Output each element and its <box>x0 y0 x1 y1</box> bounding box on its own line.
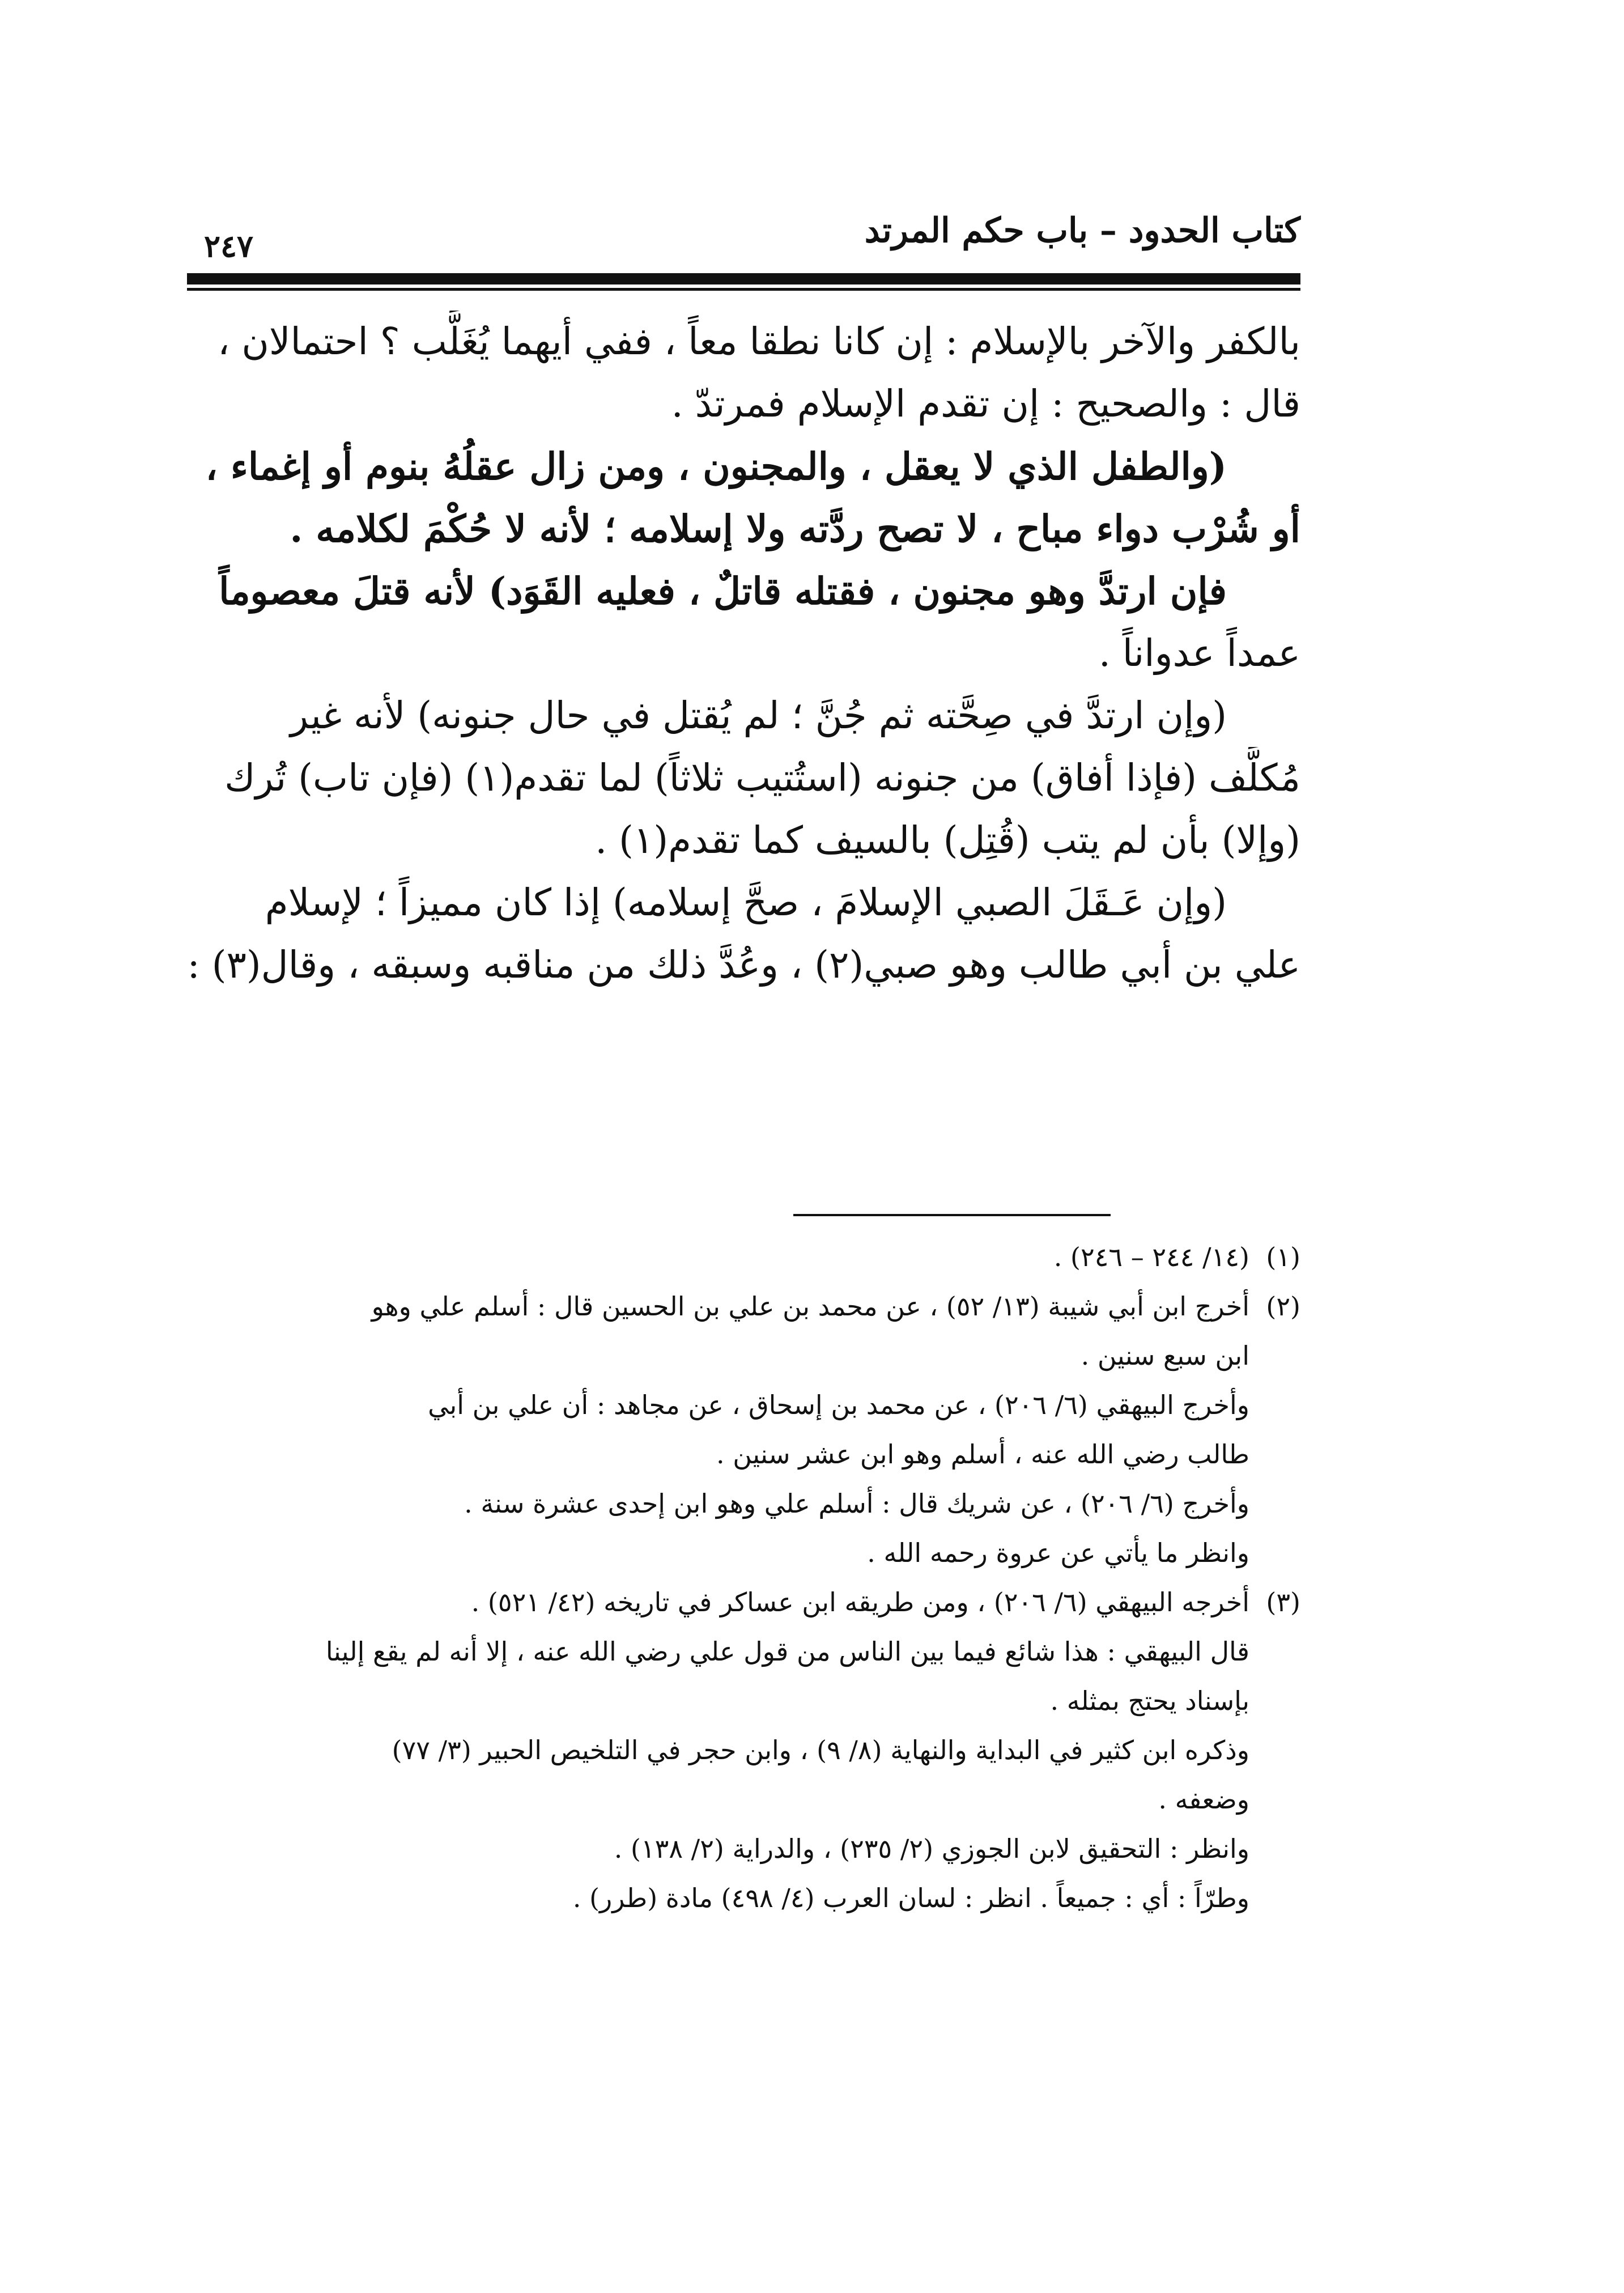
running-title: كتاب الحدود – باب حكم المرتد <box>864 211 1300 250</box>
footnote-line: وأخرج (٦/ ٢٠٦) ، عن شريك قال : أسلم علي وهو ابن إحدى عشرة سنة . <box>464 1488 1249 1519</box>
footnote-number: (٣) <box>1266 1587 1300 1617</box>
footnote-line: طالب رضي الله عنه ، أسلم وهو ابن عشر سنين . <box>716 1439 1249 1470</box>
footnote-line: وضعفه . <box>1158 1784 1249 1815</box>
text-line: (والطفل الذي لا يعقل ، والمجنون ، ومن زال عقلُهُ بنوم أو إغماء ، <box>205 444 1227 489</box>
footnote-text: أخرج ابن أبي شيبة (١٣/ ٥٢) ، عن محمد بن علي بن الحسين قال : أسلم علي وهو <box>371 1291 1249 1322</box>
text-line: (وإن ارتدَّ في صِحَّته ثم جُنَّ ؛ لم يُقتل في حال جنونه) لأنه غير <box>290 694 1227 737</box>
footnote-separator <box>793 1214 1111 1216</box>
text-line: عمداً عدواناً . <box>1098 631 1300 675</box>
text-line: علي بن أبي طالب وهو صبي(٢) ، وعُدَّ ذلك من مناقبه وسبقه ، وقال(٣) : <box>187 943 1300 987</box>
footnote-text: (١٤/ ٢٤٤ – ٢٤٦) . <box>1053 1242 1249 1272</box>
footnote-line <box>187 1578 1300 1627</box>
header-rule-thick <box>187 273 1300 284</box>
footnote-line: وذكره ابن كثير في البداية والنهاية (٨/ ٩) ، وابن حجر في التلخيص الحبير (٣/ ٧٧) <box>392 1735 1249 1765</box>
footnote-number: (١) <box>1266 1242 1300 1272</box>
main-text <box>187 311 1300 996</box>
text-line: (وإلا) بأن لم يتب (قُتِل) بالسيف كما تقدم(١) . <box>595 818 1300 862</box>
footnote-line: وأخرج البيهقي (٦/ ٢٠٦) ، عن محمد بن إسحاق ، عن مجاهد : أن علي بن أبي <box>428 1390 1249 1420</box>
footnote-line: وانظر : التحقيق لابن الجوزي (٢/ ٢٣٥) ، والدراية (٢/ ١٣٨) . <box>614 1833 1249 1864</box>
footnote-line <box>187 1233 1300 1282</box>
footnote-number: (٢) <box>1266 1291 1300 1322</box>
page-number: ٢٤٧ <box>204 228 254 264</box>
footnote-line: وطرّاً : أي : جميعاً . انظر : لسان العرب (٤/ ٤٩٨) مادة (طرر) . <box>572 1883 1249 1913</box>
footnote-line: وانظر ما يأتي عن عروة رحمه الله . <box>867 1538 1249 1568</box>
header-rule-thin <box>187 288 1300 291</box>
footnotes <box>187 1233 1300 1923</box>
text-line: أو شُرْب دواء مباح ، لا تصح ردَّته ولا إسلامه ؛ لأنه لا حُكْمَ لكلامه . <box>290 507 1300 551</box>
text-line: قال : والصحيح : إن تقدم الإسلام فمرتدّ . <box>671 382 1300 426</box>
footnote-text: أخرجه البيهقي (٦/ ٢٠٦) ، ومن طريقه ابن عساكر في تاريخه (٤٢/ ٥٢١) . <box>471 1587 1249 1617</box>
text-line: مُكلَّف (فإذا أفاق) من جنونه (استُتيب ثلاثاً) لما تقدم(١) (فإن تاب) تُرك <box>224 756 1300 800</box>
footnote-line: ابن سبع سنين . <box>1081 1340 1249 1371</box>
text-line: بالكفر والآخر بالإسلام : إن كانا نطقا معاً ، ففي أيهما يُغَلَّب ؟ احتمالان ، <box>218 320 1300 363</box>
footnote-line: قال البيهقي : هذا شائع فيما بين الناس من قول علي رضي الله عنه ، إلا أنه لم يقع إلينا <box>325 1636 1249 1667</box>
text-line: فإن ارتدَّ وهو مجنون ، فقتله قاتلٌ ، فعليه القَوَد) لأنه قتلَ معصوماً <box>219 569 1227 613</box>
footnote-line: بإسناد يحتج بمثله . <box>1050 1685 1249 1716</box>
page-header <box>204 211 1300 273</box>
text-line: (وإن عَـقَلَ الصبي الإسلامَ ، صحَّ إسلامه) إذا كان مميزاً ؛ لإسلام <box>265 881 1227 924</box>
footnote-line <box>187 1282 1300 1331</box>
